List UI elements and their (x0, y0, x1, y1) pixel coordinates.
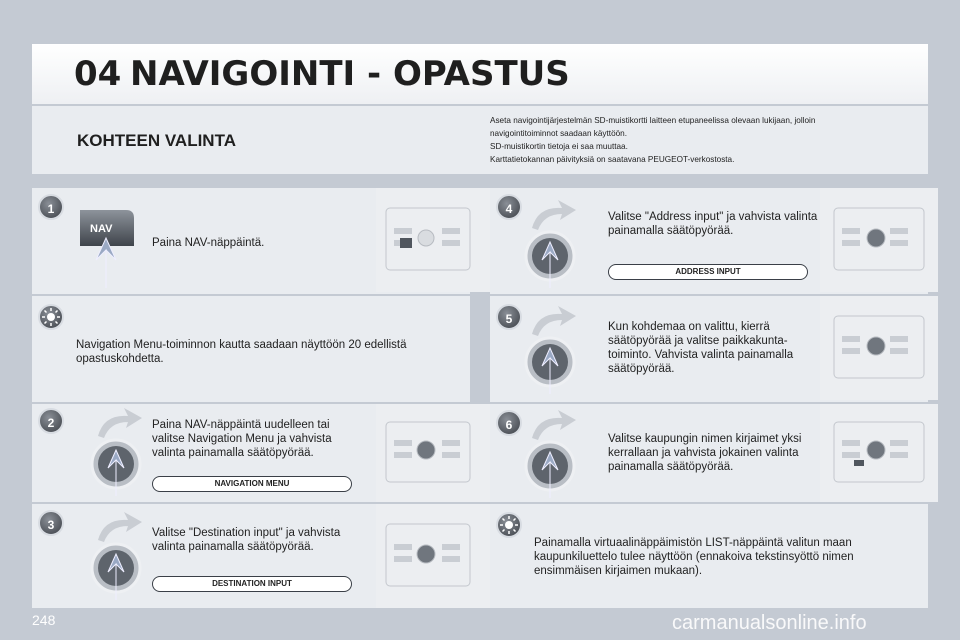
step-3-badge: 3 (38, 510, 64, 536)
radio-panel-icon (376, 504, 494, 608)
rotary-knob-icon (516, 304, 586, 396)
watermark: carmanualsonline.info (672, 612, 867, 634)
intro-line: SD-muistikortin tietoja ei saa muuttaa. (490, 142, 628, 151)
step-5-text: Kun kohdemaa on valittu, kierrä säätöpyörää ja valitse paikkakunta-toiminto. Vahvista valinta painamalla säätöpyörää. (608, 321, 794, 375)
step-2-badge: 2 (38, 408, 64, 434)
chapter-header (32, 44, 928, 104)
chapter-number: 04 (74, 54, 122, 94)
intro-panel (32, 106, 928, 174)
step-3-panel (32, 504, 470, 608)
address-input-pill: ADDRESS INPUT (608, 264, 808, 280)
radio-panel-icon (820, 404, 938, 502)
radio-panel-icon (820, 188, 938, 292)
step-1-badge: 1 (38, 194, 64, 220)
chapter-title: NAVIGOINTI - OPASTUS (130, 54, 570, 94)
tip-1-text: Navigation Menu-toiminnon kautta saadaan näyttöön 20 edellistä opastuskohdetta. (76, 339, 407, 365)
destination-input-pill: DESTINATION INPUT (152, 576, 352, 592)
step-4-panel (490, 188, 928, 294)
tip-2-text: Painamalla virtuaalinäppäimistön LIST-näppäintä valitun maan kaupunkiluettelo tulee näyttöön (ennakoiva tekstinsyöttö nimen ensimmäisen kirjaimen mukaan). (534, 537, 854, 577)
step-5-panel (490, 296, 928, 402)
rotary-knob-icon (82, 510, 152, 602)
intro-line: Karttatietokannan päivityksiä on saatavana PEUGEOT-verkostosta. (490, 155, 735, 164)
step-2-text: Paina NAV-näppäintä uudelleen tai valitse Navigation Menu ja vahvista valinta painamalla säätöpyörää. (152, 419, 332, 459)
step-5-badge: 5 (496, 304, 522, 330)
rotary-knob-icon (516, 408, 586, 500)
step-4-badge: 4 (496, 194, 522, 220)
radio-panel-icon (376, 188, 494, 292)
sun-tip-icon (496, 512, 522, 538)
page-number: 248 (32, 612, 56, 628)
sun-tip-icon (38, 304, 64, 330)
step-4-text: Valitse "Address input" ja vahvista valinta painamalla säätöpyörää. (608, 211, 818, 237)
nav-key-icon (76, 204, 146, 288)
step-3-text: Valitse "Destination input" ja vahvista valinta painamalla säätöpyörää. (152, 527, 341, 553)
rotary-knob-icon (82, 406, 152, 498)
intro-line: Aseta navigointijärjestelmän SD-muistikortti laitteen etupaneelissa olevaan lukijaan, jolloin (490, 116, 816, 125)
step-1-text: Paina NAV-näppäintä. (152, 237, 265, 249)
section-title: KOHTEEN VALINTA (77, 131, 236, 150)
step-6-panel (490, 404, 928, 502)
tip-1-panel (32, 296, 470, 402)
step-6-text: Valitse kaupungin nimen kirjaimet yksi kerrallaan ja vahvista jokainen valinta painamalla säätöpyörää. (608, 433, 802, 473)
intro-text (490, 114, 910, 166)
nav-key-label: NAV (90, 223, 113, 235)
step-6-badge: 6 (496, 410, 522, 436)
rotary-knob-icon (516, 198, 586, 290)
tip-2-panel (490, 504, 928, 608)
radio-panel-icon (820, 296, 938, 400)
radio-panel-icon (376, 404, 494, 502)
intro-line: navigointitoiminnot saadaan käyttöön. (490, 129, 628, 138)
step-1-panel (32, 188, 470, 294)
step-2-panel (32, 404, 470, 502)
navigation-menu-pill: NAVIGATION MENU (152, 476, 352, 492)
